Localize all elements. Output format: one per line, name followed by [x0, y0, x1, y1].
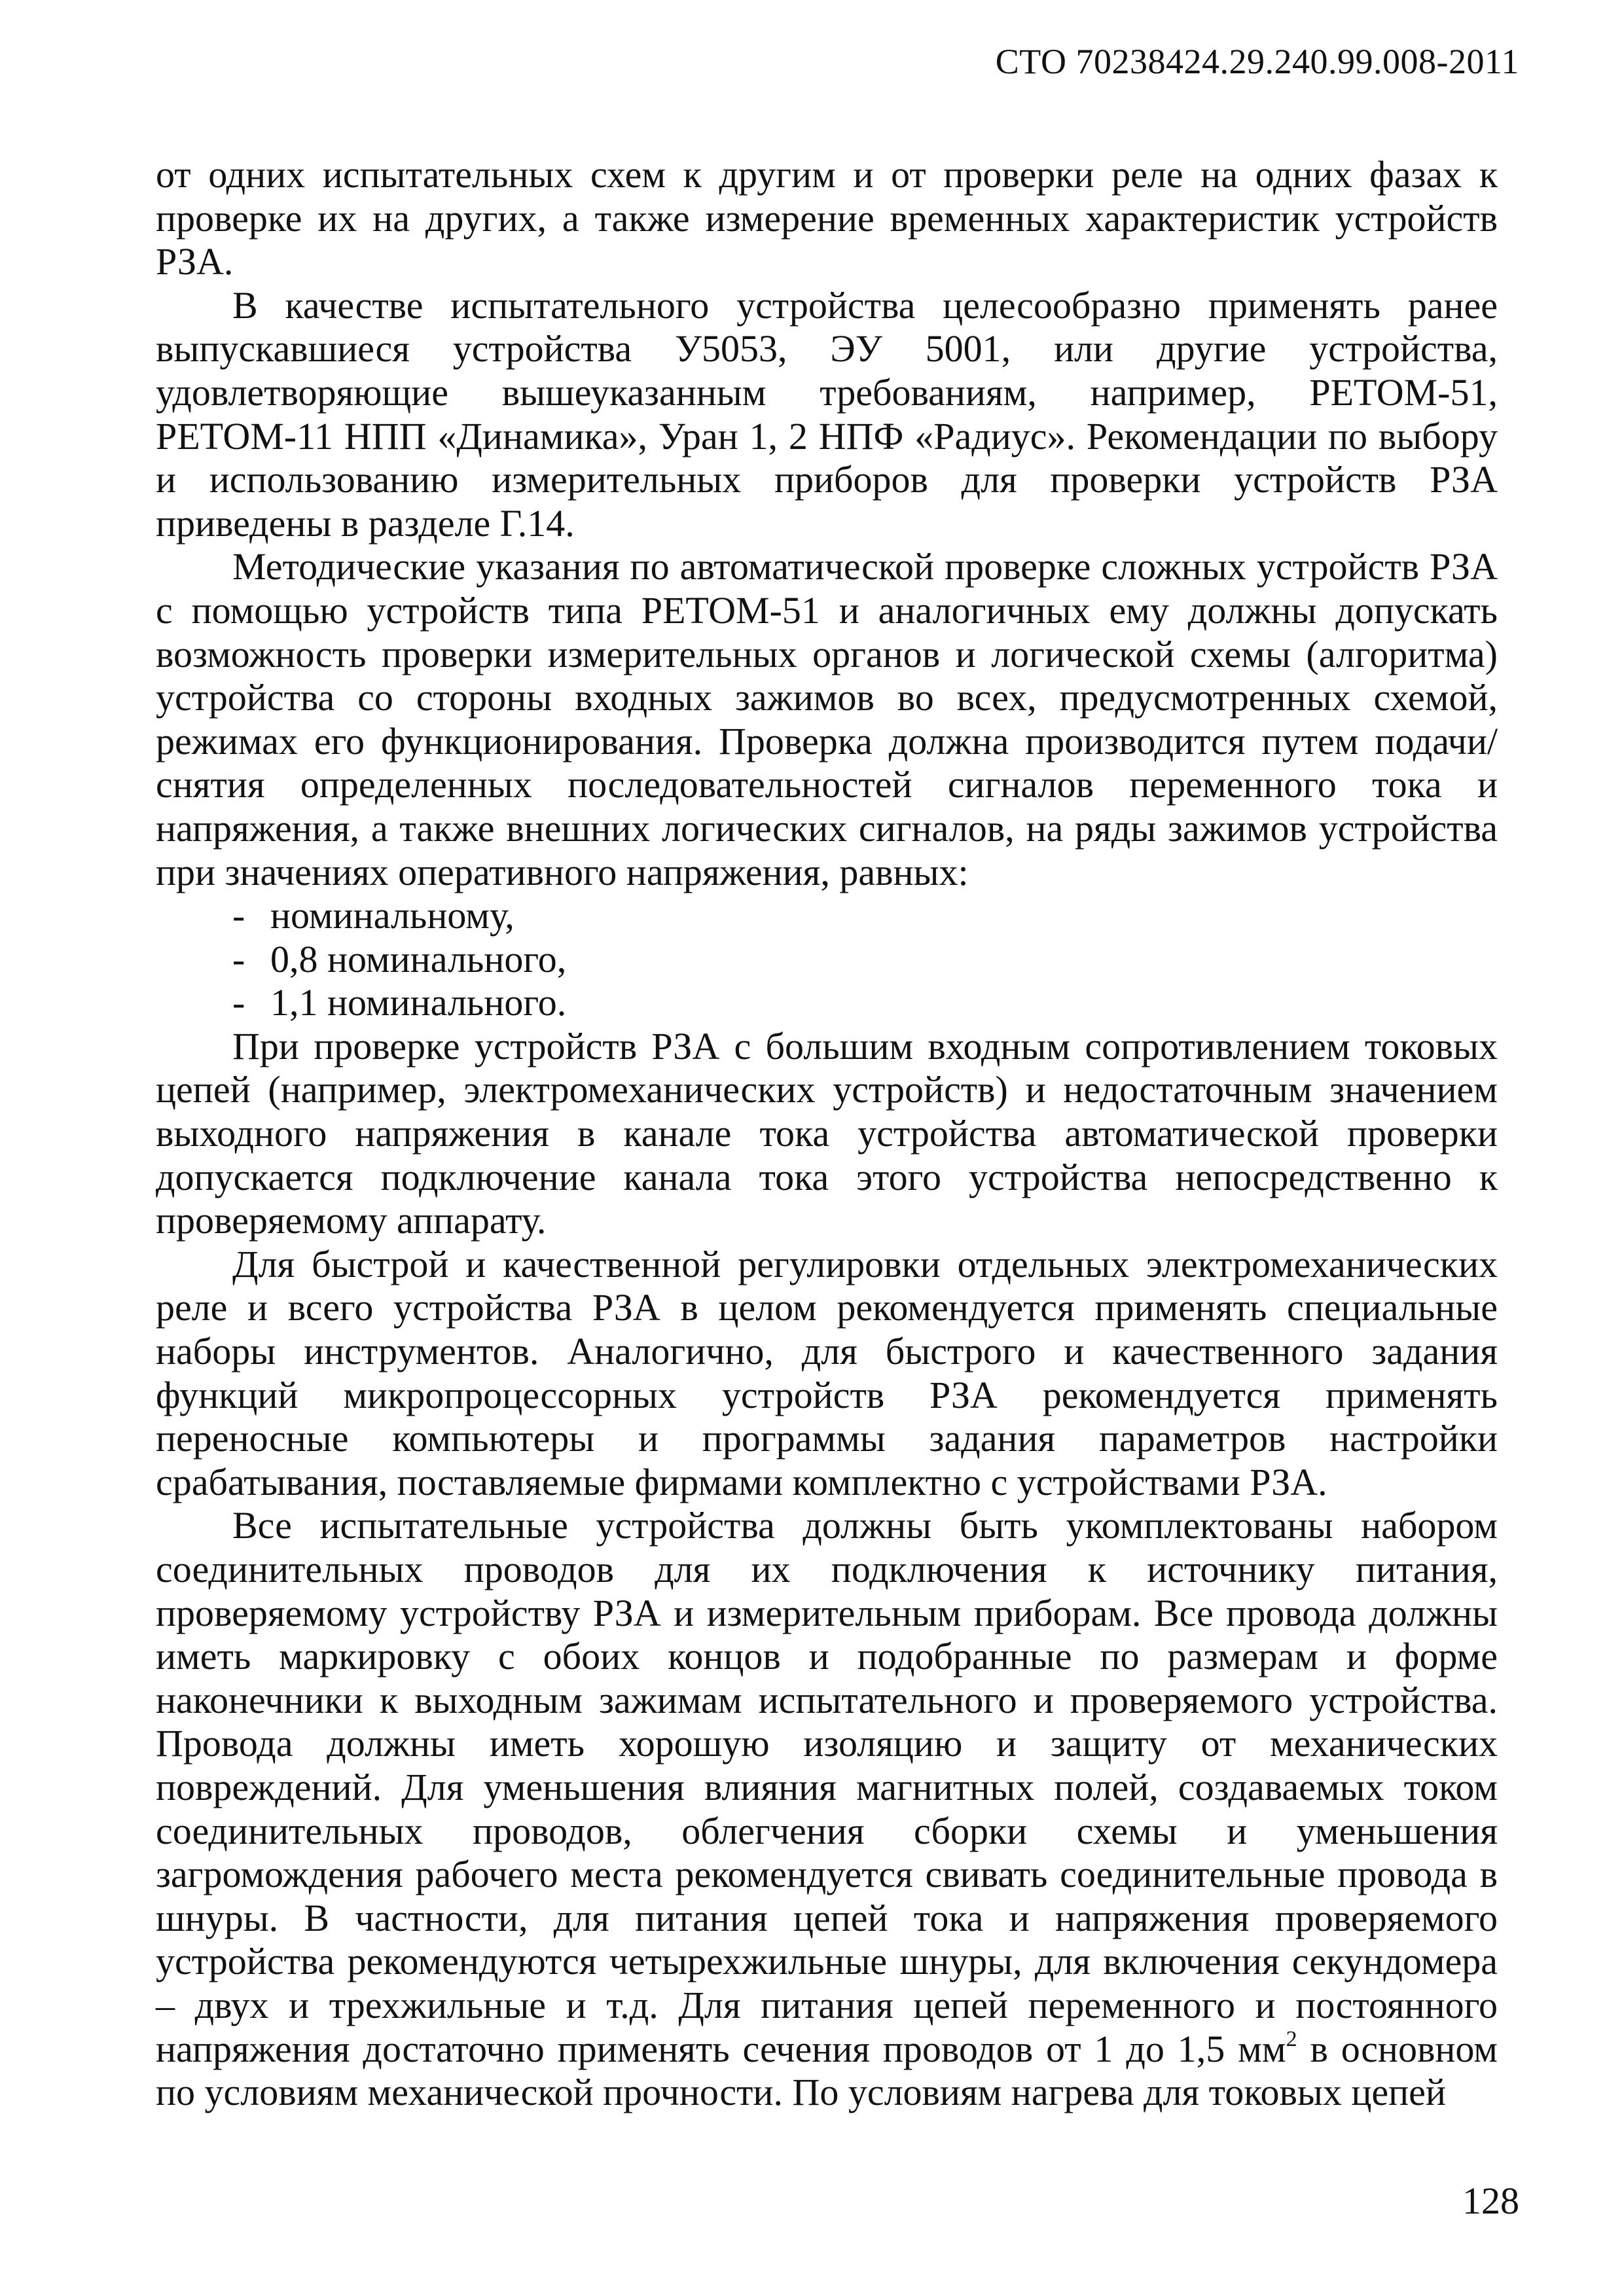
- list-item-text: номинальному,: [270, 894, 514, 937]
- list-item-text: 0,8 номинального,: [270, 937, 567, 980]
- list-item: [156, 938, 1498, 982]
- list-item-text: 1,1 номинального.: [270, 981, 567, 1024]
- list-item: [156, 981, 1498, 1025]
- paragraph-high-impedance-circuits: При проверке устройств РЗА с большим входным сопротивлением токовых цепей (например, электромеханических устройств) и недостаточным значением выходного напряжения в канале тока устройства автоматической проверки допускается подключение канала тока этого устройства непосредственно к проверяемому аппарату.: [156, 1024, 1498, 1242]
- paragraph-connecting-wires: [156, 1504, 1498, 2114]
- voltage-levels-list: [156, 894, 1498, 1025]
- document-body: [156, 153, 1498, 2115]
- paragraph-tool-kits: Для быстрой и качественной регулировки отдельных электромеханических реле и всего устройства РЗА в целом рекомендуется применять специальные наборы инструментов. Аналогично, для быстрого и качественного задания функций микропроцессорных устройств РЗА рекомендуется применять переносные компьютеры и программы задания параметров настройки срабатывания, поставляемые фирмами комплектно с устройствами РЗА.: [156, 1242, 1498, 1503]
- document-code-header: СТО 70238424.29.240.99.008-2011: [995, 42, 1519, 81]
- paragraph-text-part: в основном по условиям механической прочности. По условиям нагрева для токовых цепей: [156, 2027, 1498, 2114]
- paragraph-continuation: от одних испытательных схем к другим и от проверки реле на одних фазах к проверке их на других, а также измерение временных характеристик устройств РЗА.: [156, 153, 1498, 283]
- paragraph-automatic-testing: Методические указания по автоматической проверке сложных устройств РЗА с помощью устройств типа РЕТОМ-51 и аналогичных ему должны допускать возможность проверки измерительных органов и логической схемы (алгоритма) устройства со стороны входных зажимов во всех, предусмотренных схемой, режимах его функционирования. Проверка должна производится путем подачи/снятия определенных последовательностей сигналов переменного тока и напряжения, а также внешних логических сигналов, на ряды зажимов устройства при значениях оперативного напряжения, равных:: [156, 545, 1498, 893]
- paragraph-test-devices: В качестве испытательного устройства целесообразно применять ранее выпускавшиеся устройства У5053, ЭУ 5001, или другие устройства, удовлетворяющие вышеуказанным требованиям, например, РЕТОМ-51, РЕТОМ-11 НПП «Динамика», Уран 1, 2 НПФ «Радиус». Рекомендации по выбору и использованию измерительных приборов для проверки устройств РЗА приведены в разделе Г.14.: [156, 283, 1498, 545]
- list-dash: -: [232, 937, 245, 980]
- page-number: 128: [1462, 2179, 1519, 2222]
- list-dash: -: [232, 981, 245, 1024]
- superscript-squared: 2: [1286, 2026, 1297, 2051]
- list-dash: -: [232, 894, 245, 937]
- list-item: [156, 894, 1498, 938]
- paragraph-text-part: Все испытательные устройства должны быть укомплектованы набором соединительных проводов для их подключения к источнику питания, проверяемому устройству РЗА и измерительным приборам. Все провода должны иметь маркировку с обоих концов и подобранные по размерам и форме наконечники к выходным зажимам испытательного и проверяемого устройства. Провода должны иметь хорошую изоляцию и защиту от механических повреждений. Для уменьшения влияния магнитных полей, создаваемых током соединительных проводов, облегчения сборки схемы и уменьшения загромождения рабочего места рекомендуется свивать соединительные провода в шнуры. В частности, для питания цепей тока и напряжения проверяемого устройства рекомендуются четырехжильные шнуры, для включения секундомера – двух и трехжильные и т.д. Для питания цепей переменного и постоянного напряжения достаточно применять сечения проводов от 1 до 1,5 мм: [156, 1504, 1498, 2070]
